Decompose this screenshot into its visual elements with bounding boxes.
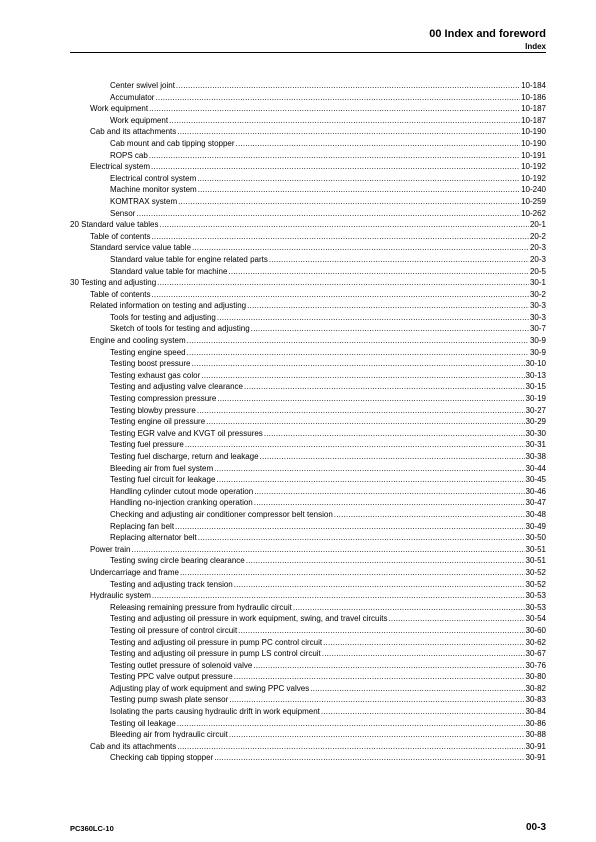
toc-entry-title: Testing EGR valve and KVGT oil pressures bbox=[110, 428, 263, 438]
toc-entry-title: ROPS cab bbox=[110, 150, 148, 160]
toc-entry-title: Testing pump swash plate sensor bbox=[110, 695, 229, 705]
toc-entry-title: Testing and adjusting oil pressure in pump PC control circuit bbox=[110, 637, 323, 647]
toc-entry-page: 20-5 bbox=[529, 266, 546, 276]
toc-entry-title: Tools for testing and adjusting bbox=[110, 312, 216, 322]
toc-entry-title: Testing and adjusting track tension bbox=[110, 579, 233, 589]
toc-entry-title: Testing oil leakage bbox=[110, 718, 176, 728]
dot-leader bbox=[178, 196, 520, 208]
toc-entry-page: 30-38 bbox=[525, 452, 546, 461]
toc-entry-title: Machine monitor system bbox=[110, 185, 197, 195]
dot-leader bbox=[236, 138, 521, 150]
dot-leader bbox=[197, 405, 525, 417]
dot-leader bbox=[229, 694, 524, 706]
toc-entry-page: 30-10 bbox=[525, 359, 546, 369]
dot-leader bbox=[228, 266, 529, 278]
toc-entry[interactable] bbox=[70, 625, 546, 637]
toc-entry-title: Testing and adjusting oil pressure in work equipment, swing, and travel circuits bbox=[110, 614, 388, 624]
section-subtitle: Index bbox=[525, 42, 546, 51]
toc-entry-page: 30-80 bbox=[525, 672, 546, 682]
toc-entry[interactable] bbox=[70, 648, 546, 660]
toc-entry[interactable] bbox=[70, 602, 546, 614]
toc-entry-page: 10-184 bbox=[521, 81, 546, 90]
toc-entry-page: 30-3 bbox=[529, 312, 546, 322]
toc-entry-page: 30-82 bbox=[525, 683, 546, 693]
toc-entry[interactable] bbox=[70, 242, 546, 254]
toc-entry[interactable] bbox=[70, 219, 546, 231]
toc-entry[interactable] bbox=[70, 486, 546, 498]
dot-leader bbox=[260, 451, 525, 463]
toc-entry-title: Replacing alternator belt bbox=[110, 533, 197, 543]
dot-leader bbox=[216, 474, 524, 486]
dot-leader bbox=[254, 497, 525, 509]
toc-entry[interactable] bbox=[70, 115, 546, 127]
toc-entry[interactable] bbox=[70, 358, 546, 370]
toc-entry[interactable] bbox=[70, 161, 546, 173]
toc-entry-page: 30-53 bbox=[525, 602, 546, 612]
toc-entry-title: Power train bbox=[90, 544, 131, 554]
toc-entry-page: 30-51 bbox=[525, 556, 546, 566]
toc-entry-page: 20-2 bbox=[529, 231, 546, 241]
dot-leader bbox=[176, 80, 520, 92]
model-number: PC360LC-10 bbox=[70, 824, 114, 833]
toc-entry-title: Standard value table for engine related parts bbox=[110, 254, 268, 264]
toc-entry-title: Standard service value table bbox=[90, 243, 191, 253]
toc-entry-page: 30-76 bbox=[525, 660, 546, 670]
toc-entry[interactable] bbox=[70, 393, 546, 405]
toc-entry-title: Isolating the parts causing hydraulic drift in work equipment bbox=[110, 707, 320, 717]
toc-entry-page: 10-259 bbox=[521, 196, 546, 206]
toc-entry-page: 30-3 bbox=[529, 301, 546, 311]
section-title: 00 Index and foreword bbox=[429, 28, 546, 40]
toc-entry-page: 30-60 bbox=[525, 625, 546, 635]
dot-leader bbox=[198, 532, 525, 544]
toc-entry-page: 30-91 bbox=[525, 753, 546, 763]
dot-leader bbox=[192, 242, 529, 254]
toc-entry[interactable] bbox=[70, 660, 546, 672]
toc-entry-title: Testing blowby pressure bbox=[110, 405, 196, 415]
toc-entry[interactable] bbox=[70, 683, 546, 695]
toc-entry[interactable] bbox=[70, 289, 546, 301]
toc-entry[interactable] bbox=[70, 405, 546, 417]
toc-entry[interactable] bbox=[70, 428, 546, 440]
toc-entry-title: Work equipment bbox=[90, 104, 149, 114]
toc-entry-title: Center swivel joint bbox=[110, 81, 175, 90]
dot-leader bbox=[192, 358, 525, 370]
toc-entry[interactable] bbox=[70, 752, 546, 764]
toc-entry-page: 30-19 bbox=[525, 394, 546, 404]
dot-leader bbox=[238, 625, 524, 637]
toc-entry-title: Engine and cooling system bbox=[90, 336, 186, 346]
toc-entry-title: Sketch of tools for testing and adjusting bbox=[110, 324, 250, 334]
toc-entry[interactable] bbox=[70, 497, 546, 509]
toc-entry[interactable] bbox=[70, 103, 546, 115]
toc-entry[interactable] bbox=[70, 741, 546, 753]
dot-leader bbox=[246, 555, 525, 567]
dot-leader bbox=[152, 590, 525, 602]
dot-leader bbox=[151, 161, 520, 173]
toc-entry-page: 30-83 bbox=[525, 695, 546, 705]
toc-entry-page: 30-27 bbox=[525, 405, 546, 415]
toc-entry[interactable] bbox=[70, 718, 546, 730]
dot-leader bbox=[206, 416, 524, 428]
toc-entry[interactable] bbox=[70, 231, 546, 243]
dot-leader bbox=[151, 231, 529, 243]
toc-entry[interactable] bbox=[70, 300, 546, 312]
toc-entry-title: 20 Standard value tables bbox=[70, 220, 159, 230]
dot-leader bbox=[310, 683, 524, 695]
toc-entry-page: 20-1 bbox=[529, 220, 546, 230]
dot-leader bbox=[149, 103, 520, 115]
toc-entry[interactable] bbox=[70, 208, 546, 220]
toc-entry[interactable] bbox=[70, 138, 546, 150]
dot-leader bbox=[175, 521, 524, 533]
toc-entry-page: 30-86 bbox=[525, 718, 546, 728]
toc-entry-title: Handling cylinder cutout mode operation bbox=[110, 486, 254, 496]
dot-leader bbox=[251, 323, 529, 335]
dot-leader bbox=[136, 208, 520, 220]
dot-leader bbox=[217, 393, 524, 405]
dot-leader bbox=[201, 370, 524, 382]
dot-leader bbox=[229, 729, 525, 741]
toc-entry-page: 20-3 bbox=[529, 254, 546, 264]
toc-entry-page: 30-7 bbox=[529, 324, 546, 334]
dot-leader bbox=[321, 706, 525, 718]
toc-entry[interactable] bbox=[70, 80, 546, 92]
toc-entry[interactable] bbox=[70, 173, 546, 185]
toc-entry[interactable] bbox=[70, 729, 546, 741]
toc-entry-title: Replacing fan belt bbox=[110, 521, 175, 531]
dot-leader bbox=[131, 544, 524, 556]
toc-entry[interactable] bbox=[70, 579, 546, 591]
toc-entry-title: Testing engine speed bbox=[110, 347, 186, 357]
toc-entry[interactable] bbox=[70, 567, 546, 579]
toc-entry-page: 30-53 bbox=[525, 591, 546, 601]
dot-leader bbox=[388, 613, 524, 625]
toc-entry-title: Cab and its attachments bbox=[90, 741, 177, 751]
toc-entry-page: 30-51 bbox=[525, 544, 546, 554]
toc-entry[interactable] bbox=[70, 266, 546, 278]
toc-entry-page: 30-9 bbox=[529, 347, 546, 357]
toc-entry-title: Sensor bbox=[110, 208, 136, 218]
page-number: 00-3 bbox=[525, 822, 546, 833]
toc-entry-page: 10-190 bbox=[521, 138, 546, 148]
toc-entry-page: 10-240 bbox=[521, 185, 546, 195]
toc-entry[interactable] bbox=[70, 474, 546, 486]
toc-entry-page: 30-50 bbox=[525, 533, 546, 543]
dot-leader bbox=[214, 463, 524, 475]
toc-entry[interactable] bbox=[70, 370, 546, 382]
toc-entry-page: 30-48 bbox=[525, 509, 546, 519]
toc-entry-title: Testing boost pressure bbox=[110, 359, 191, 369]
dot-leader bbox=[151, 289, 529, 301]
toc-entry-page: 30-45 bbox=[525, 475, 546, 485]
toc-entry[interactable] bbox=[70, 509, 546, 521]
toc-entry[interactable] bbox=[70, 150, 546, 162]
dot-leader bbox=[244, 381, 525, 393]
toc-entry-page: 30-52 bbox=[525, 567, 546, 577]
toc-entry-title: Testing exhaust gas color bbox=[110, 370, 201, 380]
toc-entry-title: KOMTRAX system bbox=[110, 196, 178, 206]
toc-entry-page: 30-9 bbox=[529, 336, 546, 346]
toc-entry[interactable] bbox=[70, 590, 546, 602]
toc-entry-title: Testing and adjusting oil pressure in pump LS control circuit bbox=[110, 649, 321, 659]
toc-entry[interactable] bbox=[70, 544, 546, 556]
toc-entry-page: 10-187 bbox=[521, 104, 546, 114]
toc-entry-title: Checking and adjusting air conditioner compressor belt tension bbox=[110, 509, 333, 519]
toc-entry-title: Table of contents bbox=[90, 289, 151, 299]
dot-leader bbox=[177, 718, 525, 730]
toc-entry[interactable] bbox=[70, 463, 546, 475]
dot-leader bbox=[323, 637, 524, 649]
toc-entry-page: 30-84 bbox=[525, 707, 546, 717]
toc-entry[interactable] bbox=[70, 92, 546, 104]
toc-entry-title: Work equipment bbox=[110, 115, 169, 125]
toc-entry[interactable] bbox=[70, 555, 546, 567]
toc-entry-page: 30-49 bbox=[525, 521, 546, 531]
dot-leader bbox=[198, 184, 520, 196]
toc-entry[interactable] bbox=[70, 277, 546, 289]
toc-entry-title: Testing oil pressure of control circuit bbox=[110, 625, 238, 635]
toc-entry-page: 30-31 bbox=[525, 440, 546, 450]
toc-entry-title: Electrical control system bbox=[110, 173, 197, 183]
dot-leader bbox=[322, 648, 525, 660]
dot-leader bbox=[169, 115, 520, 127]
table-of-contents bbox=[70, 80, 546, 764]
toc-entry[interactable] bbox=[70, 694, 546, 706]
toc-entry-title: 30 Testing and adjusting bbox=[70, 278, 157, 288]
toc-entry[interactable] bbox=[70, 637, 546, 649]
toc-entry-page: 30-88 bbox=[525, 730, 546, 740]
toc-entry-page: 30-46 bbox=[525, 486, 546, 496]
toc-entry[interactable] bbox=[70, 347, 546, 359]
toc-entry[interactable] bbox=[70, 184, 546, 196]
toc-entry-title: Testing fuel pressure bbox=[110, 440, 184, 450]
toc-entry-page: 30-15 bbox=[525, 382, 546, 392]
dot-leader bbox=[160, 219, 529, 231]
toc-entry[interactable] bbox=[70, 335, 546, 347]
toc-entry[interactable] bbox=[70, 312, 546, 324]
toc-entry-title: Electrical system bbox=[90, 162, 151, 172]
toc-entry-page: 10-186 bbox=[521, 92, 546, 102]
header-rule bbox=[70, 52, 546, 53]
toc-entry-page: 30-13 bbox=[525, 370, 546, 380]
toc-entry-page: 30-1 bbox=[529, 278, 546, 288]
dot-leader bbox=[180, 567, 525, 579]
page-header bbox=[70, 28, 546, 52]
dot-leader bbox=[214, 752, 524, 764]
toc-entry-page: 30-44 bbox=[525, 463, 546, 473]
toc-entry-title: Testing fuel discharge, return and leakage bbox=[110, 452, 259, 461]
toc-entry-title: Accumulator bbox=[110, 92, 155, 102]
dot-leader bbox=[334, 509, 525, 521]
toc-entry-title: Testing outlet pressure of solenoid valve bbox=[110, 660, 253, 670]
dot-leader bbox=[293, 602, 525, 614]
toc-entry[interactable] bbox=[70, 532, 546, 544]
dot-leader bbox=[264, 428, 525, 440]
toc-entry-title: Table of contents bbox=[90, 231, 151, 241]
toc-entry[interactable] bbox=[70, 439, 546, 451]
dot-leader bbox=[247, 300, 529, 312]
toc-entry[interactable] bbox=[70, 416, 546, 428]
toc-entry-page: 10-192 bbox=[521, 162, 546, 172]
dot-leader bbox=[253, 660, 524, 672]
dot-leader bbox=[269, 254, 529, 266]
toc-entry[interactable] bbox=[70, 126, 546, 138]
toc-entry-title: Bleeding air from hydraulic circuit bbox=[110, 730, 228, 740]
toc-entry-title: Cab mount and cab tipping stopper bbox=[110, 138, 235, 148]
dot-leader bbox=[185, 439, 525, 451]
toc-entry-title: Hydraulic system bbox=[90, 591, 151, 601]
dot-leader bbox=[155, 92, 520, 104]
dot-leader bbox=[234, 671, 525, 683]
toc-entry-title: Bleeding air from fuel system bbox=[110, 463, 214, 473]
toc-entry-page: 30-54 bbox=[525, 614, 546, 624]
dot-leader bbox=[234, 579, 525, 591]
toc-entry-page: 10-191 bbox=[521, 150, 546, 160]
dot-leader bbox=[177, 741, 524, 753]
toc-entry-title: Handling no-injection cranking operation bbox=[110, 498, 253, 508]
toc-entry[interactable] bbox=[70, 323, 546, 335]
toc-entry-page: 30-2 bbox=[529, 289, 546, 299]
toc-entry-page: 30-91 bbox=[525, 741, 546, 751]
toc-entry-page: 30-30 bbox=[525, 428, 546, 438]
toc-entry-title: Testing engine oil pressure bbox=[110, 417, 206, 427]
toc-entry-page: 10-190 bbox=[521, 127, 546, 137]
toc-entry-title: Testing swing circle bearing clearance bbox=[110, 556, 245, 566]
toc-entry[interactable] bbox=[70, 671, 546, 683]
toc-entry-title: Undercarriage and frame bbox=[90, 567, 179, 577]
toc-entry-page: 30-52 bbox=[525, 579, 546, 589]
toc-entry-title: Testing and adjusting valve clearance bbox=[110, 382, 243, 392]
dot-leader bbox=[197, 173, 520, 185]
toc-entry-title: Cab and its attachments bbox=[90, 127, 177, 137]
toc-entry-title: Releasing remaining pressure from hydraulic circuit bbox=[110, 602, 292, 612]
toc-entry[interactable] bbox=[70, 196, 546, 208]
toc-entry[interactable] bbox=[70, 613, 546, 625]
toc-entry-title: Related information on testing and adjusting bbox=[90, 301, 247, 311]
toc-entry-page: 10-262 bbox=[521, 208, 546, 218]
dot-leader bbox=[254, 486, 524, 498]
toc-entry-title: Testing fuel circuit for leakage bbox=[110, 475, 216, 485]
toc-entry-page: 10-192 bbox=[521, 173, 546, 183]
dot-leader bbox=[149, 150, 520, 162]
toc-entry-title: Adjusting play of work equipment and swing PPC valves bbox=[110, 683, 310, 693]
toc-entry-title: Checking cab tipping stopper bbox=[110, 753, 214, 763]
toc-entry[interactable] bbox=[70, 521, 546, 533]
toc-entry[interactable] bbox=[70, 706, 546, 718]
toc-entry-title: Standard value table for machine bbox=[110, 266, 228, 276]
toc-entry-page: 30-62 bbox=[525, 637, 546, 647]
dot-leader bbox=[157, 277, 529, 289]
toc-entry-page: 30-29 bbox=[525, 417, 546, 427]
toc-entry[interactable] bbox=[70, 451, 546, 463]
toc-entry-title: Testing compression pressure bbox=[110, 394, 217, 404]
toc-entry-page: 10-187 bbox=[521, 115, 546, 125]
toc-entry-page: 30-47 bbox=[525, 498, 546, 508]
dot-leader bbox=[177, 126, 520, 138]
dot-leader bbox=[187, 347, 529, 359]
toc-entry-title: Testing PPC valve output pressure bbox=[110, 672, 233, 682]
toc-entry[interactable] bbox=[70, 381, 546, 393]
toc-entry-page: 30-67 bbox=[525, 649, 546, 659]
toc-entry-page: 20-3 bbox=[529, 243, 546, 253]
dot-leader bbox=[217, 312, 529, 324]
toc-entry[interactable] bbox=[70, 254, 546, 266]
dot-leader bbox=[187, 335, 529, 347]
